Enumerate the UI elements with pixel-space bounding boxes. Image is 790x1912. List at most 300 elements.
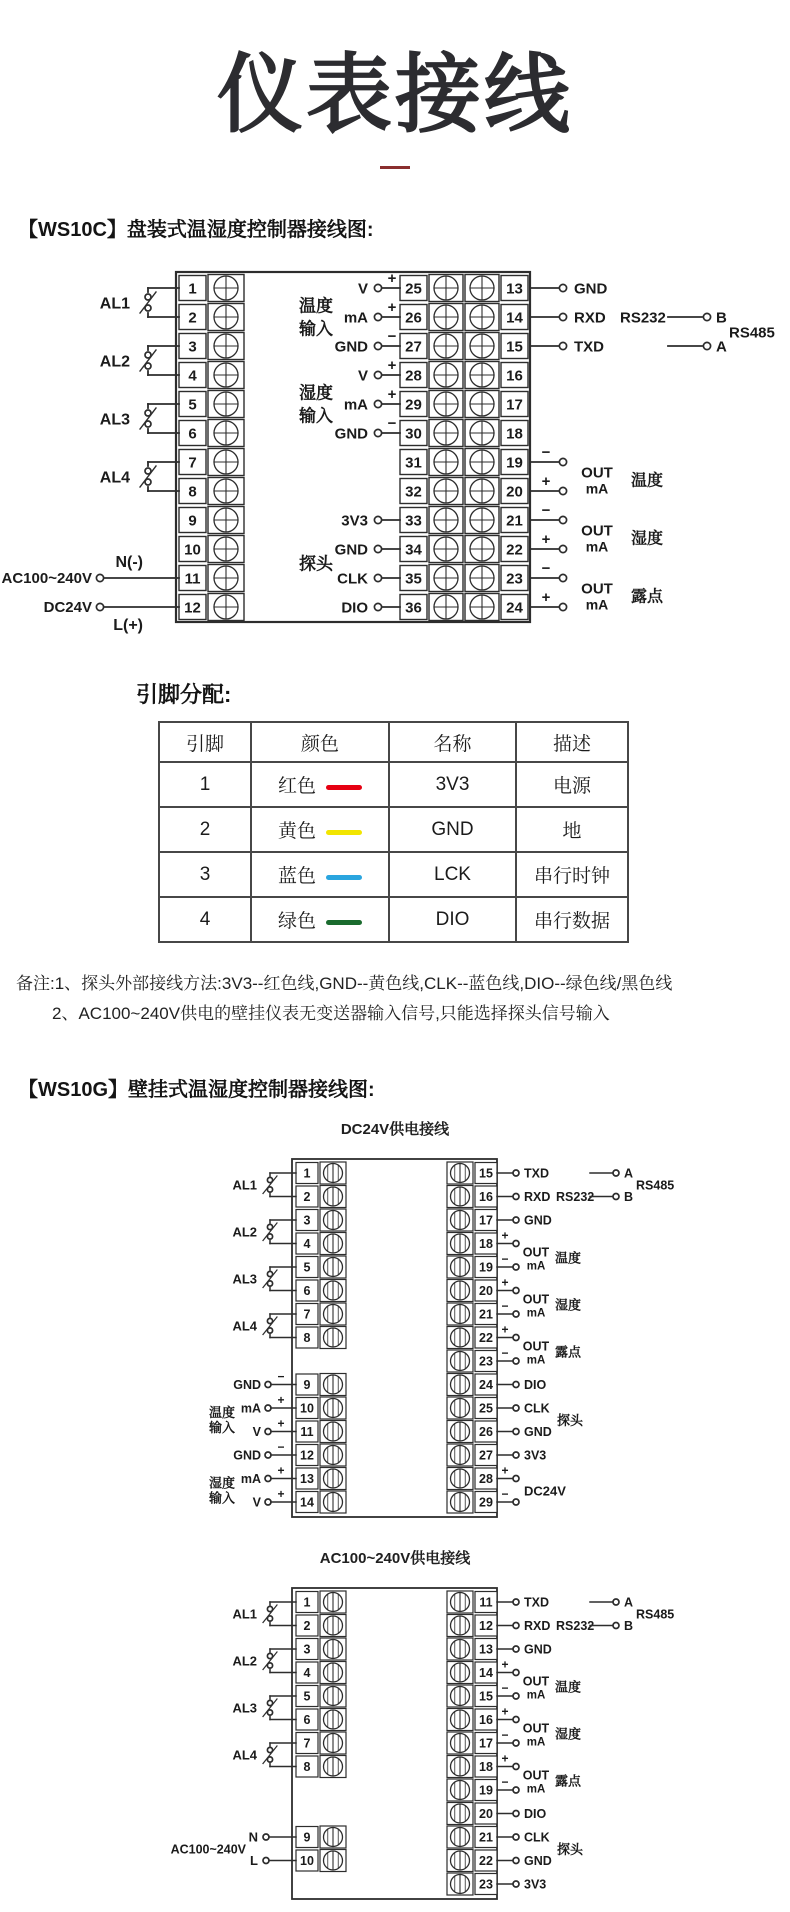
pin-name-cell: 3V3 [389,762,516,807]
input-group-label [298,296,333,339]
signal-mA [344,299,400,327]
conn-out [497,1464,519,1482]
pin-color-cell [251,762,389,807]
svg-text:RS232: RS232 [556,1190,595,1205]
pin-color-name: 蓝色 [277,866,316,888]
svg-text:23: 23 [506,570,523,588]
svg-text:12: 12 [300,1448,314,1463]
svg-text:温度: 温度 [631,472,664,490]
svg-text:7: 7 [188,454,197,472]
svg-text:28: 28 [405,367,422,385]
svg-text:3: 3 [303,1642,311,1657]
pin-table-body [159,762,628,942]
alarm-contact-AL1 [232,1173,296,1197]
alarm-contact-AL4 [232,1743,296,1767]
svg-text:mA: mA [585,480,609,497]
terminal-17 [447,1732,497,1754]
terminal-6 [296,1709,346,1731]
svg-text:22: 22 [479,1854,493,1869]
svg-text:4: 4 [303,1666,311,1681]
svg-text:输入: 输入 [299,406,333,426]
svg-text:16: 16 [479,1190,493,1205]
svg-text:N: N [248,1829,258,1845]
signal-V [358,357,400,385]
terminal-15 [447,1685,497,1707]
svg-text:OUT: OUT [522,1768,550,1783]
svg-text:OUT: OUT [522,1339,550,1354]
svg-text:GND: GND [524,1854,552,1869]
svg-text:+: + [501,1322,509,1337]
svg-text:CLK: CLK [524,1830,550,1845]
svg-text:+: + [501,1275,509,1290]
terminal-22 [447,1850,497,1872]
svg-text:19: 19 [506,454,523,472]
svg-text:5: 5 [303,1260,311,1275]
pin-table-head-row [159,722,628,762]
terminal-21 [447,1303,497,1325]
terminal-18 [465,420,528,447]
svg-text:8: 8 [188,483,197,501]
terminal-7 [179,449,244,476]
svg-text:27: 27 [479,1448,493,1463]
svg-text:20: 20 [479,1284,493,1299]
conn-RXD [530,310,666,327]
svg-text:mA: mA [526,1307,546,1320]
svg-text:5: 5 [188,396,197,414]
svg-text:36: 36 [405,599,422,617]
svg-text:15: 15 [479,1166,493,1181]
svg-text:GND: GND [574,280,608,298]
terminal-33 [400,507,463,534]
conn-out [497,1487,519,1505]
terminal-10 [296,1397,346,1419]
svg-text:4: 4 [303,1237,311,1252]
svg-text:温度: 温度 [555,1679,582,1695]
svg-text:17: 17 [506,396,523,414]
svg-text:mA: mA [240,1401,261,1416]
svg-text:23: 23 [479,1877,493,1892]
rs485-bus [590,1596,674,1634]
svg-text:26: 26 [405,309,422,327]
ws10g-section-heading: 【WS10G】壁挂式温湿度控制器接线图: [18,1079,375,1102]
svg-text:1: 1 [303,1595,311,1610]
terminal-31 [400,449,463,476]
terminal-12 [179,594,244,621]
conn-GND [497,1425,552,1439]
svg-text:+: + [277,1487,285,1502]
svg-text:15: 15 [479,1689,493,1704]
svg-text:露点: 露点 [555,1344,582,1360]
terminal-11 [296,1421,346,1443]
svg-text:2: 2 [303,1619,311,1634]
svg-text:RXD: RXD [574,309,606,327]
svg-text:mA: mA [585,538,609,555]
svg-text:−: − [501,1252,509,1267]
terminal-19 [447,1779,497,1801]
output-group [523,1675,581,1702]
conn-out [497,1705,519,1723]
svg-text:8: 8 [303,1760,311,1775]
conn-out [530,444,567,466]
signal-V [358,270,400,298]
terminal-11 [447,1591,497,1613]
conn-CLK [497,1831,550,1845]
svg-text:GND: GND [524,1642,552,1657]
terminal-18 [447,1233,497,1255]
svg-text:9: 9 [303,1830,311,1845]
svg-text:输入: 输入 [299,319,333,339]
terminal-22 [465,536,528,563]
conn-DIO [497,1378,547,1392]
pin-color-cell [251,852,389,897]
svg-text:露点: 露点 [631,588,664,606]
conn-out [530,589,567,611]
terminal-13 [447,1638,497,1660]
svg-text:温度: 温度 [555,1250,582,1266]
svg-text:+: + [277,1416,285,1431]
signal-mA [344,386,400,414]
svg-text:35: 35 [405,570,422,588]
svg-text:20: 20 [506,483,523,501]
svg-text:mA: mA [343,396,368,414]
svg-text:B: B [624,1190,634,1205]
output-group [581,581,664,613]
pin-table-row [159,807,628,852]
svg-text:RS485: RS485 [729,324,775,342]
svg-text:DC24V: DC24V [43,599,92,617]
svg-text:DIO: DIO [524,1378,547,1393]
svg-text:+: + [501,1228,509,1243]
conn-3V3 [497,1449,546,1463]
page-title: 仪表接线 [217,47,573,143]
alarm-contact-AL3 [232,1696,296,1720]
svg-text:温度: 温度 [299,296,333,316]
output-group [581,465,663,497]
svg-text:输入: 输入 [208,1420,236,1436]
signal-mA [241,1464,296,1487]
terminal-26 [400,304,463,331]
svg-text:−: − [541,560,551,578]
svg-text:湿度: 湿度 [208,1475,236,1491]
terminal-29 [400,391,463,418]
terminal-22 [447,1327,497,1349]
svg-text:7: 7 [303,1736,311,1751]
pin-desc-cell: 地 [516,807,628,852]
svg-text:mA: mA [526,1260,546,1273]
terminal-7 [296,1303,346,1325]
pin-desc-cell: 串行数据 [516,897,628,942]
signal-3V3 [341,513,400,530]
terminal-26 [447,1421,497,1443]
input-group-label [299,554,334,574]
svg-text:DC24V: DC24V [524,1483,566,1499]
wire-color-swatch [326,875,362,880]
conn-out [497,1299,519,1317]
pin-desc-cell: 电源 [516,762,628,807]
conn-out [497,1276,519,1294]
svg-text:AL3: AL3 [232,1271,257,1287]
svg-text:RS485: RS485 [636,1607,675,1622]
conn-TXD [497,1596,549,1610]
svg-text:OUT: OUT [581,522,613,540]
terminal-35 [400,565,463,592]
terminal-2 [296,1615,346,1637]
svg-text:V: V [357,280,368,298]
conn-DIO [497,1807,547,1821]
pin-name-cell: GND [389,807,516,852]
svg-text:A: A [624,1166,634,1181]
svg-text:9: 9 [188,512,197,530]
svg-text:25: 25 [405,280,422,298]
conn-RXD [497,1190,594,1204]
svg-text:18: 18 [479,1237,493,1252]
svg-text:13: 13 [506,280,523,298]
svg-text:10: 10 [300,1401,314,1416]
power-input [171,1830,296,1869]
terminal-25 [400,275,463,302]
svg-text:GND: GND [334,541,368,559]
terminal-3 [296,1638,346,1660]
svg-text:11: 11 [300,1425,314,1440]
svg-text:+: + [387,357,397,375]
signal-CLK [337,571,400,588]
terminal-20 [447,1803,497,1825]
svg-text:−: − [277,1440,285,1455]
ws10g-dc-diagram [0,1145,790,1531]
alarm-contact-AL3 [232,1267,296,1291]
terminal-8 [296,1756,346,1778]
alarm-contact-AL1 [100,288,179,317]
pin-table-row [159,762,628,807]
conn-GND [497,1643,552,1657]
terminal-14 [447,1662,497,1684]
terminal-4 [179,362,244,389]
pin-name-cell: DIO [389,897,516,942]
pin-number-cell: 2 [159,807,251,852]
pin-color-name: 绿色 [277,911,316,933]
svg-text:OUT: OUT [581,464,613,482]
svg-text:2: 2 [303,1190,311,1205]
alarm-contact-AL2 [232,1220,296,1244]
svg-text:−: − [541,502,551,520]
svg-text:21: 21 [506,512,523,530]
terminal-9 [296,1374,346,1396]
terminal-16 [465,362,528,389]
conn-GND [497,1214,552,1228]
svg-text:AL3: AL3 [99,411,130,429]
svg-text:OUT: OUT [522,1292,550,1307]
side-group-label [524,1484,566,1499]
terminal-2 [296,1186,346,1208]
svg-text:+: + [541,531,551,549]
svg-text:AL4: AL4 [232,1318,257,1334]
svg-text:−: − [501,1299,509,1314]
svg-text:mA: mA [343,309,368,327]
notes-block [16,969,790,1029]
svg-text:−: − [501,1487,509,1502]
terminal-16 [447,1709,497,1731]
terminal-27 [400,333,463,360]
svg-text:30: 30 [405,425,422,443]
svg-text:13: 13 [300,1472,314,1487]
svg-text:−: − [387,415,397,433]
svg-text:3: 3 [303,1213,311,1228]
terminal-6 [296,1280,346,1302]
pin-number-cell: 3 [159,852,251,897]
conn-TXD [530,339,604,356]
alarm-contact-AL2 [100,346,179,375]
svg-text:OUT: OUT [522,1674,550,1689]
svg-text:TXD: TXD [574,338,604,356]
conn-out [497,1323,519,1341]
ws10c-wiring-diagram [0,248,790,644]
svg-text:+: + [387,386,397,404]
svg-text:GND: GND [334,338,368,356]
svg-text:9: 9 [303,1378,311,1393]
conn-out [497,1252,519,1270]
terminal-23 [447,1873,497,1895]
svg-text:AL2: AL2 [232,1653,257,1669]
conn-out [530,502,567,524]
svg-text:31: 31 [405,454,422,472]
conn-3V3 [497,1878,546,1892]
terminal-4 [296,1233,346,1255]
svg-text:RS485: RS485 [636,1178,675,1193]
terminal-5 [296,1685,346,1707]
terminal-9 [179,507,244,534]
svg-text:12: 12 [184,599,201,617]
svg-text:GND: GND [233,1378,261,1393]
alarm-contact-AL3 [100,404,179,433]
svg-text:13: 13 [479,1642,493,1657]
wire-color-swatch [326,785,362,790]
pin-table-header: 颜色 [251,722,389,762]
output-group [523,1340,582,1367]
terminal-17 [447,1209,497,1231]
output-group [523,1769,582,1796]
alarm-contact-AL4 [232,1314,296,1338]
side-group-label [557,1413,584,1428]
svg-text:TXD: TXD [524,1166,549,1181]
svg-text:GND: GND [524,1213,552,1228]
svg-text:湿度: 湿度 [299,383,333,403]
svg-text:B: B [716,309,727,327]
terminal-34 [400,536,463,563]
svg-text:输入: 输入 [208,1490,236,1506]
signal-GND [335,415,400,443]
alarm-contact-AL1 [232,1602,296,1626]
svg-text:+: + [501,1704,509,1719]
conn-out [530,560,567,582]
pin-assignment-title: 引脚分配: [136,682,232,708]
terminal-32 [400,478,463,505]
pin-table-header: 名称 [389,722,516,762]
svg-text:A: A [716,338,727,356]
svg-text:1: 1 [303,1166,311,1181]
svg-text:RXD: RXD [524,1619,551,1634]
signal-mA [241,1393,296,1416]
terminal-18 [447,1756,497,1778]
terminal-27 [447,1444,497,1466]
title-divider [380,166,410,169]
svg-text:+: + [501,1751,509,1766]
svg-text:+: + [541,473,551,491]
input-group-label [208,1405,235,1435]
terminal-14 [296,1491,346,1513]
svg-text:−: − [277,1369,285,1384]
svg-text:AL4: AL4 [99,469,130,487]
svg-text:12: 12 [479,1619,493,1634]
ac-diagram-title: AC100~240V供电接线 [319,1550,471,1568]
svg-text:−: − [541,444,551,462]
svg-text:6: 6 [303,1284,311,1299]
svg-text:−: − [501,1775,509,1790]
note-line-1: 备注:1、探头外部接线方法:3V3--红色线,GND--黄色线,CLK--蓝色线,DIO--绿色线/黑色线 [16,974,673,994]
svg-text:A: A [624,1595,634,1610]
svg-text:+: + [387,299,397,317]
svg-text:3V3: 3V3 [524,1448,547,1463]
svg-text:25: 25 [479,1401,493,1416]
svg-text:+: + [277,1393,285,1408]
svg-text:5: 5 [303,1689,311,1704]
terminal-23 [465,565,528,592]
svg-text:+: + [277,1463,285,1478]
svg-text:29: 29 [479,1495,493,1510]
pin-color-cell [251,807,389,852]
conn-GND [497,1854,552,1868]
svg-text:RS232: RS232 [620,309,666,327]
svg-text:探头: 探头 [557,1842,584,1858]
page-banner [0,0,790,169]
svg-text:21: 21 [479,1830,493,1845]
terminal-11 [179,565,244,592]
svg-text:3V3: 3V3 [524,1877,547,1892]
svg-text:mA: mA [526,1736,546,1749]
svg-text:17: 17 [479,1736,493,1751]
svg-text:3V3: 3V3 [341,512,368,530]
svg-text:AL2: AL2 [99,353,130,371]
svg-text:湿度: 湿度 [631,530,664,548]
svg-text:RS232: RS232 [556,1619,595,1634]
svg-text:10: 10 [300,1854,314,1869]
svg-text:16: 16 [506,367,523,385]
svg-text:GND: GND [233,1448,261,1463]
terminal-6 [179,420,244,447]
pin-table [158,721,629,943]
svg-text:AC100~240V: AC100~240V [170,1842,246,1857]
svg-text:探头: 探头 [557,1413,584,1429]
conn-out [530,473,567,495]
dc24v-diagram-title: DC24V供电接线 [340,1121,450,1139]
wire-color-swatch [326,830,362,835]
signal-GND [233,1440,296,1463]
conn-out [497,1728,519,1746]
svg-text:温度: 温度 [208,1405,236,1421]
svg-text:mA: mA [526,1354,546,1367]
svg-text:6: 6 [303,1713,311,1728]
terminal-21 [447,1826,497,1848]
signal-V [253,1417,296,1440]
terminal-19 [465,449,528,476]
pin-table-header: 引脚 [159,722,251,762]
svg-text:1: 1 [188,280,197,298]
svg-text:+: + [501,1657,509,1672]
svg-text:24: 24 [506,599,523,617]
pin-desc-cell: 串行时钟 [516,852,628,897]
pin-table-row [159,852,628,897]
pin-name-cell: LCK [389,852,516,897]
svg-text:14: 14 [300,1495,314,1510]
